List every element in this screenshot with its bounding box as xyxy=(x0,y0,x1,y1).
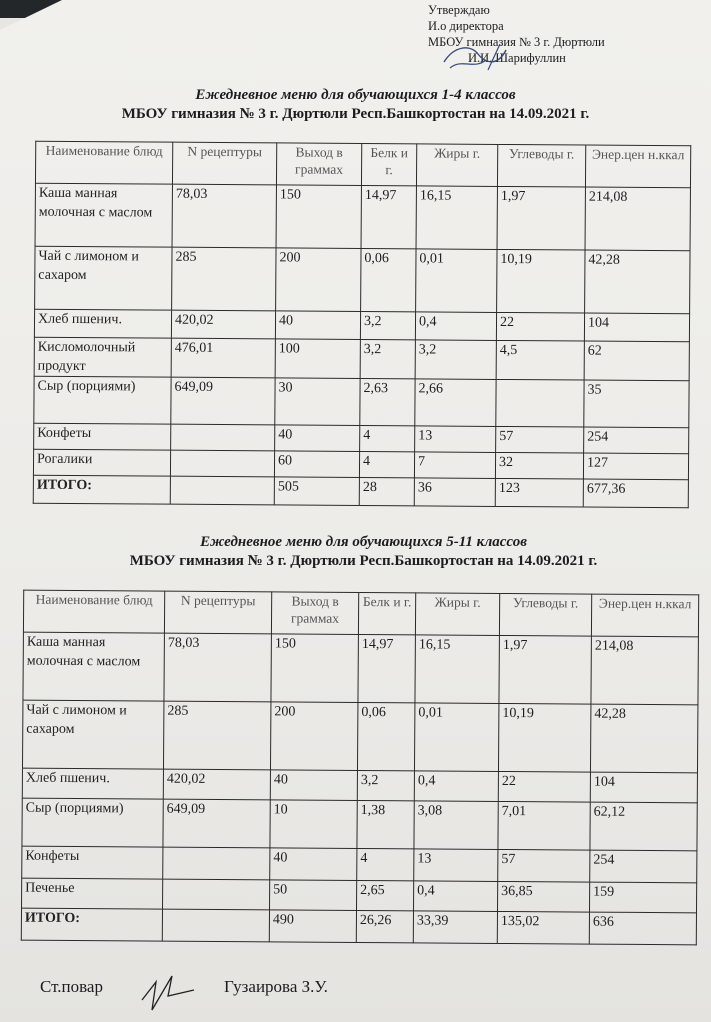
value-cell: 28 xyxy=(359,477,414,505)
menu1-header-cell: Выход в граммах xyxy=(276,143,361,186)
value-cell: 78,03 xyxy=(164,633,271,702)
value-cell: 40 xyxy=(275,311,360,340)
value-cell: 104 xyxy=(590,772,697,803)
value-cell: 7,01 xyxy=(498,801,590,850)
menu1-header-cell: Наименование блюд xyxy=(35,141,172,184)
value-cell xyxy=(496,379,584,427)
menu1-table-row xyxy=(34,337,689,381)
value-cell: 0,01 xyxy=(416,249,497,313)
dish-name-cell: Конфеты xyxy=(22,846,163,879)
menu2-total-row xyxy=(21,908,696,945)
dish-name-cell: Рогалики xyxy=(33,449,170,476)
value-cell: 50 xyxy=(270,880,357,911)
value-cell: 30 xyxy=(275,378,360,426)
menu2-table-row xyxy=(23,632,698,705)
menu1-subtitle: МБОУ гимназия № 3 г. Дюртюли Респ.Башкортостан на 14.09.2021 г. xyxy=(121,106,590,122)
value-cell: 13 xyxy=(414,849,498,882)
value-cell: 100 xyxy=(275,339,360,379)
approval-line-1: Утверждаю xyxy=(428,3,490,17)
value-cell: 4 xyxy=(360,425,415,451)
value-cell: 57 xyxy=(496,426,584,453)
menu1-table-row xyxy=(35,183,690,251)
value-cell: 123 xyxy=(495,478,583,507)
menu2-header-cell: Белк и г. xyxy=(358,592,415,634)
value-cell: 40 xyxy=(270,770,357,801)
value-cell: 7 xyxy=(414,452,495,479)
value-cell: 16,15 xyxy=(415,635,499,704)
dish-name-cell: Чай с лимоном и сахаром xyxy=(22,700,163,769)
value-cell: 10,19 xyxy=(497,249,585,313)
value-cell: 420,02 xyxy=(171,310,275,339)
menu1-header-cell: Белк и г. xyxy=(361,143,416,185)
value-cell: 104 xyxy=(584,313,689,342)
menu1-total-row xyxy=(33,475,688,508)
menu2-header-row xyxy=(23,590,698,637)
value-cell: 36,85 xyxy=(497,881,589,912)
menu2-header-cell: N рецептуры xyxy=(164,591,271,634)
value-cell: 62 xyxy=(584,341,689,381)
menu2-header-cell: Наименование блюд xyxy=(23,590,164,633)
menu1-title-block xyxy=(0,86,711,124)
menu2-table xyxy=(21,590,699,946)
value-cell: 60 xyxy=(274,451,359,478)
director-signature-icon xyxy=(440,40,510,74)
value-cell: 14,97 xyxy=(361,185,416,248)
value-cell: 10 xyxy=(270,800,357,849)
value-cell: 35 xyxy=(584,380,689,428)
value-cell xyxy=(170,450,274,477)
value-cell: 4 xyxy=(357,848,414,880)
value-cell: 420,02 xyxy=(163,769,270,800)
approval-line-2: И.о директора xyxy=(428,19,504,33)
value-cell: 26,26 xyxy=(356,910,413,942)
value-cell: 476,01 xyxy=(171,338,275,378)
value-cell: 32 xyxy=(495,452,583,479)
value-cell: 3,2 xyxy=(357,770,414,800)
dish-name-cell: ИТОГО: xyxy=(33,475,170,504)
value-cell: 3,2 xyxy=(360,311,415,339)
menu1-table xyxy=(33,141,692,509)
value-cell: 10,19 xyxy=(498,703,590,772)
value-cell: 254 xyxy=(584,427,689,454)
menu2-title: Ежедневное меню для обучающихся 5-11 классов xyxy=(200,534,527,550)
value-cell: 1,97 xyxy=(497,186,585,250)
value-cell: 200 xyxy=(270,702,357,771)
value-cell: 22 xyxy=(498,771,590,802)
value-cell: 649,09 xyxy=(163,799,270,848)
value-cell: 285 xyxy=(163,701,270,770)
value-cell: 0,01 xyxy=(414,703,498,772)
menu2-table-row xyxy=(22,878,697,913)
value-cell: 214,08 xyxy=(591,636,698,705)
value-cell: 0,4 xyxy=(414,771,498,802)
menu2-subtitle: МБОУ гимназия № 3 г. Дюртюли Респ.Башкортостан на 14.09.2021 г. xyxy=(129,553,598,569)
menu1-table-row xyxy=(35,246,690,314)
menu1-header-cell: Углеводы г. xyxy=(497,144,585,187)
value-cell: 4 xyxy=(359,451,414,477)
dish-name-cell: Кисломолочный продукт xyxy=(34,337,171,377)
value-cell: 33,39 xyxy=(413,911,497,944)
value-cell: 2,63 xyxy=(360,378,415,425)
menu1-header-cell: N рецептуры xyxy=(172,142,276,185)
value-cell: 254 xyxy=(590,850,697,883)
value-cell: 78,03 xyxy=(172,184,276,248)
value-cell: 14,97 xyxy=(358,634,415,702)
menu1-title: Ежедневное меню для обучающихся 1-4 классов xyxy=(195,87,516,103)
approval-line-3: МБОУ гимназия № 3 г. Дюртюли xyxy=(428,35,605,49)
value-cell: 3,08 xyxy=(414,801,498,850)
dish-name-cell: Каша манная молочная с маслом xyxy=(23,632,164,701)
approval-line-4: И.И. Шарифуллин xyxy=(468,51,566,65)
dish-name-cell: ИТОГО: xyxy=(21,908,162,941)
value-cell: 62,12 xyxy=(590,802,697,851)
value-cell: 285 xyxy=(172,247,276,311)
value-cell: 505 xyxy=(274,477,359,506)
value-cell: 57 xyxy=(498,849,590,882)
value-cell: 0,4 xyxy=(415,312,496,341)
value-cell: 1,97 xyxy=(499,635,591,704)
menu2-table-row xyxy=(22,798,697,851)
dish-name-cell: Сыр (порциями) xyxy=(34,376,171,424)
value-cell: 40 xyxy=(270,848,357,881)
menu2-table-row xyxy=(22,846,697,883)
value-cell: 0,06 xyxy=(357,702,414,770)
menu2-title-block xyxy=(8,533,711,571)
menu1-table-row xyxy=(34,376,689,428)
menu2-header-cell: Энер.цен н.ккал xyxy=(591,594,698,637)
value-cell: 2,66 xyxy=(415,379,496,427)
value-cell: 200 xyxy=(276,248,361,312)
menu1-header-cell: Энер.цен н.ккал xyxy=(585,145,690,188)
dish-name-cell: Печенье xyxy=(22,878,163,909)
value-cell: 42,28 xyxy=(590,704,697,773)
cook-name: Гузаирова З.У. xyxy=(224,977,328,996)
value-cell: 135,02 xyxy=(497,911,589,944)
menu2-table-row xyxy=(22,768,697,803)
menu2-header-cell: Углеводы г. xyxy=(499,593,591,636)
value-cell: 214,08 xyxy=(585,187,690,251)
dish-name-cell: Чай с лимоном и сахаром xyxy=(35,246,172,310)
value-cell: 677,36 xyxy=(583,479,688,508)
value-cell: 1,38 xyxy=(357,800,414,848)
cook-role: Ст.повар xyxy=(40,977,103,996)
value-cell xyxy=(162,909,269,942)
dish-name-cell: Каша манная молочная с маслом xyxy=(35,183,172,247)
value-cell: 3,2 xyxy=(360,339,415,378)
menu2-header-cell: Выход в граммах xyxy=(271,592,358,635)
value-cell: 649,09 xyxy=(171,377,275,425)
value-cell: 127 xyxy=(583,453,688,480)
cook-signature-icon xyxy=(138,970,198,1018)
dish-name-cell: Сыр (порциями) xyxy=(22,798,163,847)
dish-name-cell: Конфеты xyxy=(34,423,171,450)
dish-name-cell: Хлеб пшенич. xyxy=(34,309,171,338)
value-cell: 159 xyxy=(589,882,696,913)
menu1-header-cell: Жиры г. xyxy=(416,144,497,187)
menu1-table-row xyxy=(34,309,689,342)
menu2-table-row xyxy=(22,700,697,773)
value-cell: 42,28 xyxy=(585,250,690,314)
value-cell xyxy=(171,424,275,451)
menu2-header-cell: Жиры г. xyxy=(415,593,499,636)
dish-name-cell: Хлеб пшенич. xyxy=(22,768,163,799)
value-cell: 0,4 xyxy=(414,881,498,912)
value-cell: 36 xyxy=(414,478,495,507)
value-cell xyxy=(170,476,274,505)
value-cell: 636 xyxy=(589,912,696,945)
value-cell: 150 xyxy=(276,185,361,249)
value-cell: 490 xyxy=(269,910,356,943)
value-cell: 4,5 xyxy=(496,340,584,380)
value-cell: 2,65 xyxy=(357,880,414,910)
value-cell: 0,06 xyxy=(361,248,416,311)
value-cell: 3,2 xyxy=(415,340,496,380)
menu1-header-row xyxy=(35,141,690,188)
value-cell: 22 xyxy=(496,312,584,341)
value-cell: 150 xyxy=(271,634,358,703)
value-cell: 13 xyxy=(415,426,496,453)
value-cell xyxy=(163,847,270,880)
value-cell: 40 xyxy=(275,425,360,452)
value-cell xyxy=(163,879,270,910)
value-cell: 16,15 xyxy=(416,186,497,250)
